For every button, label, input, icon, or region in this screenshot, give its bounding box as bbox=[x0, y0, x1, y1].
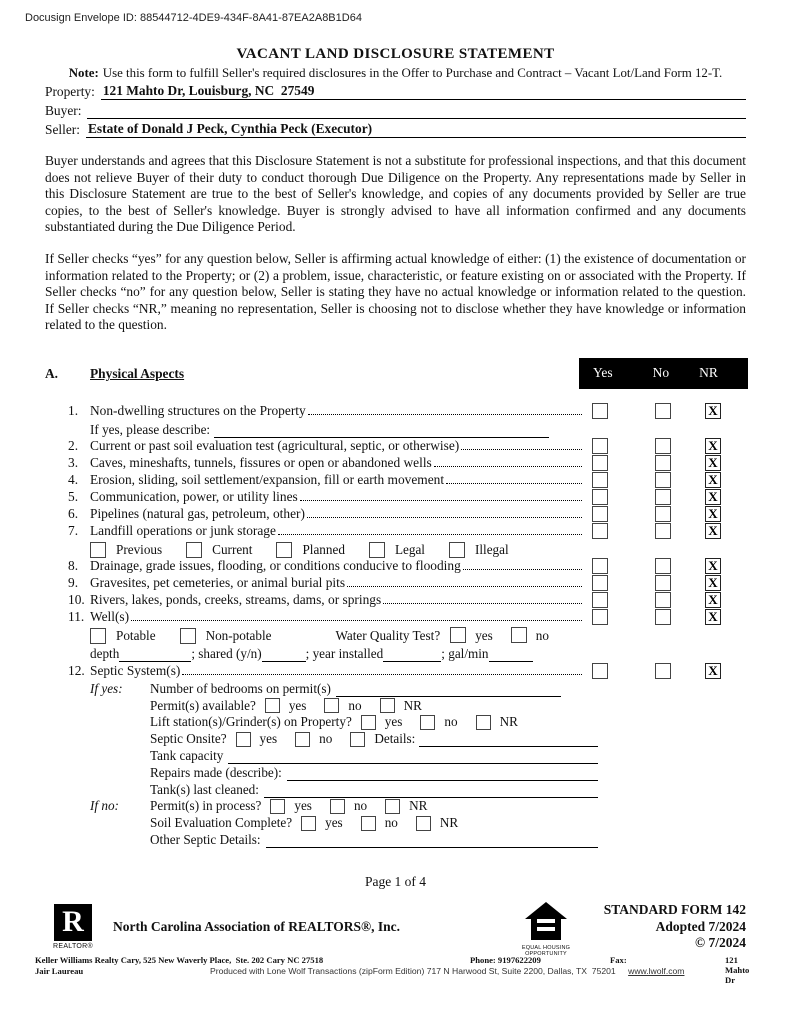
no-label: no bbox=[319, 731, 333, 747]
yes-label: yes bbox=[384, 714, 403, 730]
q12-process-yes-checkbox[interactable] bbox=[270, 799, 285, 814]
dot-leader bbox=[131, 620, 582, 621]
question-number: 10. bbox=[68, 592, 85, 608]
q12-soil-eval-row bbox=[90, 814, 746, 831]
q10-nr-checkbox[interactable]: X bbox=[705, 592, 721, 608]
q11-potable-label: Potable bbox=[116, 627, 156, 643]
dot-leader bbox=[461, 449, 582, 450]
question-row-3 bbox=[68, 455, 746, 472]
q6-no-checkbox[interactable] bbox=[655, 506, 671, 522]
dot-leader bbox=[446, 483, 582, 484]
answer-column-header-bar bbox=[579, 358, 748, 389]
q12-permits-available-row bbox=[90, 697, 746, 714]
q10-yes-checkbox[interactable] bbox=[592, 592, 608, 608]
seller-line bbox=[45, 119, 746, 138]
q11-year-installed-field[interactable] bbox=[383, 649, 441, 662]
q12-last-cleaned-row bbox=[90, 781, 746, 798]
buyer-label: Buyer: bbox=[45, 103, 82, 118]
form-title: VACANT LAND DISCLOSURE STATEMENT bbox=[236, 46, 555, 62]
q12-onsite-no-checkbox[interactable] bbox=[295, 732, 310, 747]
q7-current-checkbox[interactable] bbox=[186, 542, 202, 558]
q7-option-current bbox=[186, 542, 252, 558]
q12-permits-no-checkbox[interactable] bbox=[324, 698, 339, 713]
realtor-logo-label: REALTOR® bbox=[53, 943, 93, 950]
q12-lift-nr-checkbox[interactable] bbox=[476, 715, 491, 730]
q12-lift-yes-checkbox[interactable] bbox=[361, 715, 376, 730]
q7-illegal-label: Illegal bbox=[474, 541, 509, 557]
q11-nr-checkbox[interactable]: X bbox=[705, 609, 721, 625]
question-text: Erosion, sliding, soil settlement/expansion, fill or earth movement bbox=[90, 472, 445, 488]
nr-label: NR bbox=[403, 697, 422, 713]
q6-nr-checkbox[interactable]: X bbox=[705, 506, 721, 522]
question-row-2 bbox=[68, 438, 746, 455]
q12-tank-capacity-row bbox=[90, 747, 746, 764]
dot-leader bbox=[278, 534, 582, 535]
agent-info-row bbox=[35, 966, 756, 976]
form-note bbox=[45, 66, 746, 81]
nr-label: NR bbox=[409, 798, 428, 814]
q4-nr-checkbox[interactable]: X bbox=[705, 472, 721, 488]
q1-no-checkbox[interactable] bbox=[655, 403, 671, 419]
dot-leader bbox=[308, 414, 582, 415]
q12-septic-details-block bbox=[90, 680, 746, 848]
q3-yes-checkbox[interactable] bbox=[592, 455, 608, 471]
q1-describe-label: If yes, please describe: bbox=[90, 421, 211, 437]
q11-wqt-no-checkbox[interactable] bbox=[511, 627, 527, 643]
question-row-8 bbox=[68, 558, 746, 575]
q12-yes-checkbox[interactable] bbox=[592, 663, 608, 679]
q12-bedrooms-label: Number of bedrooms on permit(s) bbox=[150, 680, 331, 696]
q12-other-details-field[interactable] bbox=[266, 835, 598, 848]
q11-water-quality-label: Water Quality Test? bbox=[335, 627, 441, 643]
q7-illegal-checkbox[interactable] bbox=[449, 542, 465, 558]
q9-no-checkbox[interactable] bbox=[655, 575, 671, 591]
equal-housing-icon bbox=[525, 902, 567, 940]
question-row-9 bbox=[68, 575, 746, 592]
q4-no-checkbox[interactable] bbox=[655, 472, 671, 488]
question-number: 8. bbox=[68, 558, 79, 574]
q12-details-field[interactable] bbox=[419, 734, 598, 747]
q11-yes-checkbox[interactable] bbox=[592, 609, 608, 625]
produced-with-text: Produced with Lone Wolf Transactions (zipForm Edition) 717 N Harwood St, Suite 2200, Dallas, TX 75201 bbox=[210, 966, 616, 976]
question-number: 6. bbox=[68, 506, 79, 522]
q12-soil-no-checkbox[interactable] bbox=[361, 816, 376, 831]
column-nr-label: NR bbox=[699, 365, 718, 381]
q7-no-checkbox[interactable] bbox=[655, 523, 671, 539]
q12-bedrooms-field[interactable] bbox=[336, 684, 561, 697]
q11-depth-label: depth bbox=[90, 645, 120, 661]
question-row-4 bbox=[68, 472, 746, 489]
question-row-6 bbox=[68, 506, 746, 523]
q3-no-checkbox[interactable] bbox=[655, 455, 671, 471]
q12-nr-checkbox[interactable]: X bbox=[705, 663, 721, 679]
q7-previous-label: Previous bbox=[116, 541, 163, 557]
dot-leader bbox=[347, 586, 582, 587]
question-text: Caves, mineshafts, tunnels, fissures or open or abandoned wells bbox=[90, 455, 432, 471]
q4-yes-checkbox[interactable] bbox=[592, 472, 608, 488]
brokerage-name-address: Keller Williams Realty Cary, 525 New Waverly Place, Ste. 202 Cary NC 27518 bbox=[35, 955, 324, 965]
question-text: Landfill operations or junk storage bbox=[90, 523, 276, 539]
property-line bbox=[45, 81, 746, 100]
q12-process-nr-checkbox[interactable] bbox=[385, 799, 400, 814]
question-number: 1. bbox=[68, 402, 79, 418]
q12-tank-capacity-label: Tank capacity bbox=[150, 747, 224, 763]
q8-nr-checkbox[interactable]: X bbox=[705, 558, 721, 574]
question-text: Communication, power, or utility lines bbox=[90, 489, 298, 505]
q11-option-potable bbox=[90, 628, 156, 644]
q1-yes-checkbox[interactable] bbox=[592, 403, 608, 419]
buyer-line bbox=[45, 100, 746, 119]
question-text: Current or past soil evaluation test (agricultural, septic, or otherwise) bbox=[90, 438, 460, 454]
nr-label: NR bbox=[499, 714, 518, 730]
q11-potable-checkbox[interactable] bbox=[90, 628, 106, 644]
q7-nr-checkbox[interactable]: X bbox=[705, 523, 721, 539]
q7-option-planned bbox=[276, 542, 345, 558]
questions-2-7-group bbox=[45, 438, 746, 540]
docusign-envelope-id: Docusign Envelope ID: 88544712-4DE9-434F-8A41-87EA2A8B1D64 bbox=[25, 12, 362, 24]
q7-options-row bbox=[90, 540, 746, 558]
q7-legal-checkbox[interactable] bbox=[369, 542, 385, 558]
equal-housing-logo bbox=[515, 902, 577, 957]
question-text: Pipelines (natural gas, petroleum, other) bbox=[90, 506, 305, 522]
question-text: Rivers, lakes, ponds, creeks, streams, dams, or springs bbox=[90, 592, 382, 608]
disclosure-paragraph-1: Buyer understands and agrees that this Disclosure Statement is not a substitute for professional inspections, and that this document does not relieve Buyer of their duty to conduct thorough Due Diligence on the Property. Any representations made by Seller in this Disclosure Statement are true to the best of Seller's knowledge, and copies of any documents provided by Seller are true copies, to the best of Seller's knowledge. Buyer is strongly advised to have all information confirmed and any documents substantiated during the Due Diligence Period. bbox=[45, 153, 746, 235]
q12-no-checkbox[interactable] bbox=[655, 663, 671, 679]
q7-option-illegal bbox=[449, 542, 509, 558]
question-number: 3. bbox=[68, 455, 79, 471]
q5-yes-checkbox[interactable] bbox=[592, 489, 608, 505]
q8-yes-checkbox[interactable] bbox=[592, 558, 608, 574]
q2-nr-checkbox[interactable]: X bbox=[705, 438, 721, 454]
section-a-title: Physical Aspects bbox=[90, 365, 185, 381]
q12-other-details-row bbox=[90, 831, 746, 848]
question-text: Gravesites, pet cemeteries, or animal burial pits bbox=[90, 575, 346, 591]
q7-yes-checkbox[interactable] bbox=[592, 523, 608, 539]
question-number: 4. bbox=[68, 472, 79, 488]
yes-label: yes bbox=[294, 798, 312, 814]
q6-yes-checkbox[interactable] bbox=[592, 506, 608, 522]
q11-wqt-yes-label: yes bbox=[475, 627, 493, 643]
realtor-r-icon bbox=[54, 904, 92, 941]
yes-label: yes bbox=[288, 697, 307, 713]
q11-year-label: ; year installed bbox=[305, 645, 384, 661]
agent-name: Jair Laureau bbox=[35, 966, 84, 976]
q12-lift-station-label: Lift station(s)/Grinder(s) on Property? bbox=[150, 714, 352, 730]
dot-leader bbox=[434, 466, 582, 467]
q12-septic-onsite-row bbox=[90, 730, 746, 747]
section-a-header bbox=[45, 358, 746, 389]
q7-current-label: Current bbox=[212, 541, 253, 557]
question-row-5 bbox=[68, 489, 746, 506]
dot-leader bbox=[182, 674, 582, 675]
q11-depth-field[interactable] bbox=[119, 649, 191, 662]
q12-if-no-label: If no: bbox=[90, 798, 119, 814]
q1-nr-checkbox[interactable]: X bbox=[705, 403, 721, 419]
dot-leader bbox=[383, 603, 582, 604]
dot-leader bbox=[307, 517, 582, 518]
q3-nr-checkbox[interactable]: X bbox=[705, 455, 721, 471]
q11-no-checkbox[interactable] bbox=[655, 609, 671, 625]
q10-no-checkbox[interactable] bbox=[655, 592, 671, 608]
q12-repairs-field[interactable] bbox=[287, 768, 598, 781]
seller-label: Seller: bbox=[45, 122, 80, 137]
seller-field[interactable]: Estate of Donald J Peck, Cynthia Peck (Executor) bbox=[86, 121, 746, 138]
q8-no-checkbox[interactable] bbox=[655, 558, 671, 574]
question-text: Drainage, grade issues, flooding, or conditions conducive to flooding bbox=[90, 558, 461, 574]
question-text: Septic System(s) bbox=[90, 662, 181, 678]
dot-leader bbox=[463, 569, 582, 570]
realtor-r-letter: R bbox=[62, 905, 84, 938]
produced-with-line bbox=[210, 966, 684, 976]
lwolf-link[interactable]: www.lwolf.com bbox=[628, 966, 685, 976]
equal-housing-label: EQUAL HOUSING OPPORTUNITY bbox=[521, 945, 571, 957]
q11-non-potable-checkbox[interactable] bbox=[180, 628, 196, 644]
brokerage-fax: Fax: bbox=[610, 955, 627, 965]
q12-permits-yes-checkbox[interactable] bbox=[265, 698, 280, 713]
q5-nr-checkbox[interactable]: X bbox=[705, 489, 721, 505]
no-label: no bbox=[444, 714, 458, 730]
q9-nr-checkbox[interactable]: X bbox=[705, 575, 721, 591]
q12-repairs-label: Repairs made (describe): bbox=[150, 764, 282, 780]
question-number: 5. bbox=[68, 489, 79, 505]
q7-previous-checkbox[interactable] bbox=[90, 542, 106, 558]
q12-last-cleaned-field[interactable] bbox=[264, 785, 598, 798]
form-info bbox=[604, 902, 746, 952]
question-number: 7. bbox=[68, 523, 79, 539]
form-adopted-date: Adopted 7/2024 bbox=[655, 918, 746, 934]
no-label: no bbox=[384, 815, 398, 831]
q7-legal-label: Legal bbox=[394, 541, 425, 557]
question-text: Non-dwelling structures on the Property bbox=[90, 402, 306, 418]
q11-gal-min-field[interactable] bbox=[489, 649, 533, 662]
q2-yes-checkbox[interactable] bbox=[592, 438, 608, 454]
note-text: Use this form to fulfill Seller's required disclosures in the Offer to Purchase and Contract – Vacant Lot/Land Form 12-T. bbox=[102, 66, 723, 80]
q11-option-non-potable bbox=[180, 628, 272, 644]
property-label: Property: bbox=[45, 84, 95, 99]
question-row-10 bbox=[68, 592, 746, 609]
question-row-1 bbox=[68, 402, 746, 420]
q11-shared-field[interactable] bbox=[262, 649, 306, 662]
q11-non-potable-label: Non-potable bbox=[205, 627, 272, 643]
q12-permits-available-label: Permit(s) available? bbox=[150, 697, 256, 713]
q12-bedrooms-row bbox=[90, 680, 746, 697]
q12-permits-process-label: Permit(s) in process? bbox=[150, 798, 262, 814]
question-number: 9. bbox=[68, 575, 79, 591]
q12-if-yes-label: If yes: bbox=[90, 680, 123, 696]
questions-list bbox=[45, 402, 746, 848]
q11-wqt-no-label: no bbox=[535, 627, 549, 643]
q12-septic-onsite-label: Septic Onsite? bbox=[150, 731, 227, 747]
q7-option-previous bbox=[90, 542, 162, 558]
q12-soil-nr-checkbox[interactable] bbox=[416, 816, 431, 831]
column-yes-label: Yes bbox=[593, 365, 613, 381]
yes-label: yes bbox=[325, 815, 343, 831]
q5-no-checkbox[interactable] bbox=[655, 489, 671, 505]
q11-well-options-row bbox=[90, 626, 746, 644]
q1-describe-row bbox=[90, 420, 746, 438]
q12-permits-process-row bbox=[90, 798, 746, 815]
no-label: no bbox=[348, 697, 362, 713]
question-row-12 bbox=[68, 662, 746, 680]
question-number: 11. bbox=[68, 609, 85, 625]
q12-lift-station-row bbox=[90, 714, 746, 731]
q12-last-cleaned-label: Tank(s) last cleaned: bbox=[150, 781, 259, 797]
form-copyright: © 7/2024 bbox=[695, 935, 746, 950]
q11-gal-label: ; gal/min bbox=[441, 645, 489, 661]
question-number: 12. bbox=[68, 662, 85, 678]
property-reference: 121 Mahto Dr bbox=[725, 955, 750, 985]
q9-yes-checkbox[interactable] bbox=[592, 575, 608, 591]
q12-tank-capacity-field[interactable] bbox=[228, 751, 598, 764]
q12-onsite-nr-checkbox[interactable] bbox=[350, 732, 365, 747]
question-row-7 bbox=[68, 523, 746, 540]
q11-shared-label: ; shared (y/n) bbox=[191, 645, 262, 661]
q12-details-label: Details: bbox=[374, 731, 416, 747]
q12-permits-nr-checkbox[interactable] bbox=[380, 698, 395, 713]
question-number: 2. bbox=[68, 438, 79, 454]
q12-soil-eval-label: Soil Evaluation Complete? bbox=[150, 815, 293, 831]
q12-lift-no-checkbox[interactable] bbox=[420, 715, 435, 730]
q7-planned-label: Planned bbox=[302, 541, 345, 557]
column-no-label: No bbox=[652, 365, 670, 381]
property-field[interactable]: 121 Mahto Dr, Louisburg, NC 27549 bbox=[101, 83, 746, 100]
q11-well-details-row bbox=[90, 644, 746, 662]
dot-leader bbox=[300, 500, 582, 501]
footer bbox=[45, 902, 746, 958]
note-label: Note: bbox=[68, 66, 99, 80]
association-name: North Carolina Association of REALTORS®, Inc. bbox=[113, 919, 401, 934]
question-text: Well(s) bbox=[90, 609, 130, 625]
q12-onsite-yes-checkbox[interactable] bbox=[236, 732, 251, 747]
q12-repairs-row bbox=[90, 764, 746, 781]
q7-planned-checkbox[interactable] bbox=[276, 542, 292, 558]
q1-describe-field[interactable] bbox=[214, 425, 549, 438]
q12-process-no-checkbox[interactable] bbox=[330, 799, 345, 814]
question-row-11 bbox=[68, 609, 746, 626]
realtor-logo bbox=[47, 904, 99, 950]
q12-other-details-label: Other Septic Details: bbox=[150, 831, 261, 847]
q2-no-checkbox[interactable] bbox=[655, 438, 671, 454]
disclosure-paragraph-2: If Seller checks “yes” for any question below, Seller is affirming actual knowledge of either: (1) the existence of documentation or information related to the Property; or (2) a problem, issue, characteristic, or feature existing on or associated with the Property. If Seller checks “no” for any question below, Seller is stating they have no actual knowledge or information related to the question. If Seller checks “NR,” meaning no representation, Seller is choosing not to disclose whether they have knowledge or information related to the question. bbox=[45, 250, 746, 333]
q11-wqt-yes-checkbox[interactable] bbox=[450, 627, 466, 643]
page-number: Page 1 of 4 bbox=[364, 873, 427, 889]
q7-option-legal bbox=[369, 542, 425, 558]
q12-soil-yes-checkbox[interactable] bbox=[301, 816, 316, 831]
brokerage-phone: Phone: 9197622209 bbox=[470, 955, 541, 965]
section-a-letter: A. bbox=[45, 365, 59, 381]
questions-8-11-group bbox=[45, 558, 746, 626]
buyer-field[interactable] bbox=[87, 118, 746, 119]
yes-label: yes bbox=[259, 731, 278, 747]
standard-form-number: STANDARD FORM 142 bbox=[603, 902, 746, 917]
nr-label: NR bbox=[439, 815, 459, 831]
no-label: no bbox=[353, 798, 368, 814]
